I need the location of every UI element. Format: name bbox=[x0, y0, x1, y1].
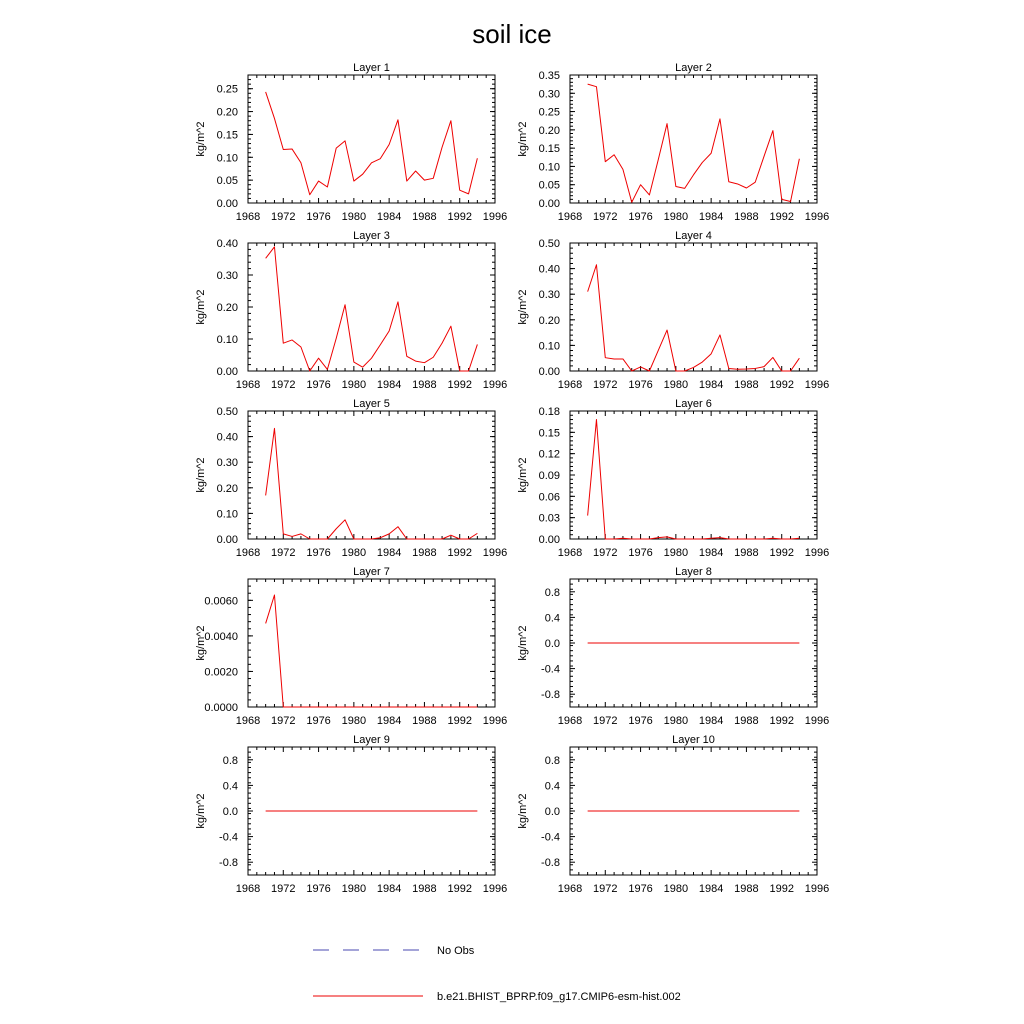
y-tick-label: 0.15 bbox=[216, 129, 238, 142]
y-axis-label: kg/m^2 bbox=[195, 121, 207, 157]
y-tick-label: 0.10 bbox=[538, 161, 560, 174]
y-tick-label: 0.0060 bbox=[204, 595, 238, 608]
x-tick-label: 1972 bbox=[593, 883, 618, 895]
y-tick-label: 0.8 bbox=[222, 754, 238, 767]
plot-frame bbox=[248, 579, 495, 707]
legend bbox=[313, 945, 681, 1003]
x-tick-label: 1992 bbox=[769, 379, 794, 391]
y-tick-label: -0.8 bbox=[541, 857, 560, 870]
legend-model-label: b.e21.BHIST_BPRP.f09_g17.CMIP6-esm-hist.002 bbox=[437, 991, 681, 1003]
x-tick-label: 1984 bbox=[698, 547, 724, 559]
x-tick-label: 1992 bbox=[769, 883, 794, 895]
y-tick-label: 0.40 bbox=[216, 238, 238, 250]
x-tick-label: 1988 bbox=[412, 547, 437, 559]
panel-layer-6 bbox=[517, 398, 829, 559]
y-tick-label: -0.4 bbox=[541, 831, 560, 844]
x-tick-label: 1972 bbox=[593, 715, 618, 727]
x-tick-label: 1984 bbox=[698, 211, 724, 223]
legend-no-obs-label: No Obs bbox=[437, 945, 475, 957]
x-tick-label: 1988 bbox=[734, 883, 759, 895]
x-tick-label: 1972 bbox=[271, 547, 296, 559]
y-tick-label: 0.40 bbox=[538, 263, 560, 276]
x-tick-label: 1984 bbox=[698, 379, 724, 391]
series-line bbox=[588, 265, 800, 371]
x-tick-label: 1976 bbox=[628, 883, 653, 895]
y-tick-label: 0.15 bbox=[538, 143, 560, 156]
x-tick-label: 1968 bbox=[557, 211, 583, 223]
y-tick-label: 0.30 bbox=[538, 88, 560, 101]
x-tick-label: 1976 bbox=[628, 211, 653, 223]
x-tick-label: 1980 bbox=[663, 379, 689, 391]
x-tick-label: 1980 bbox=[663, 715, 689, 727]
panel-title: Layer 4 bbox=[675, 230, 712, 242]
x-tick-label: 1996 bbox=[482, 883, 508, 895]
panel-title: Layer 2 bbox=[675, 62, 712, 74]
x-tick-label: 1992 bbox=[769, 715, 794, 727]
x-tick-label: 1980 bbox=[341, 211, 367, 223]
plot-frame bbox=[248, 243, 495, 371]
y-tick-label: 0.0 bbox=[544, 638, 560, 650]
y-tick-label: 0.20 bbox=[216, 106, 238, 119]
panel-title: Layer 10 bbox=[672, 734, 715, 746]
y-tick-label: 0.20 bbox=[538, 124, 560, 137]
x-tick-label: 1972 bbox=[271, 883, 296, 895]
y-tick-label: 0.00 bbox=[216, 198, 238, 210]
y-axis-label: kg/m^2 bbox=[517, 121, 529, 157]
panel-layer-5 bbox=[195, 398, 507, 559]
x-tick-label: 1972 bbox=[593, 211, 618, 223]
y-tick-label: 0.50 bbox=[538, 238, 560, 250]
y-tick-label: 0.35 bbox=[538, 70, 560, 82]
x-tick-label: 1968 bbox=[235, 547, 261, 559]
figure-title: soil ice bbox=[472, 19, 552, 49]
x-tick-label: 1968 bbox=[235, 379, 261, 391]
x-tick-label: 1996 bbox=[482, 715, 508, 727]
x-tick-label: 1988 bbox=[412, 379, 437, 391]
x-tick-label: 1980 bbox=[341, 883, 367, 895]
x-tick-label: 1996 bbox=[482, 379, 508, 391]
x-tick-label: 1984 bbox=[376, 379, 402, 391]
x-tick-label: 1968 bbox=[235, 715, 261, 727]
x-tick-label: 1980 bbox=[663, 547, 689, 559]
plot-frame bbox=[570, 243, 817, 371]
panel-title: Layer 1 bbox=[353, 62, 390, 74]
y-axis-label: kg/m^2 bbox=[517, 793, 529, 829]
plot-frame bbox=[248, 411, 495, 539]
y-tick-label: 0.00 bbox=[538, 534, 560, 546]
y-tick-label: 0.0020 bbox=[204, 666, 238, 679]
series-line bbox=[266, 595, 478, 707]
y-axis-label: kg/m^2 bbox=[517, 289, 529, 325]
x-tick-label: 1992 bbox=[769, 211, 794, 223]
x-tick-label: 1968 bbox=[235, 883, 261, 895]
panel-layer-10 bbox=[517, 734, 829, 895]
panel-layer-9 bbox=[195, 734, 507, 895]
panel-title: Layer 9 bbox=[353, 734, 390, 746]
x-tick-label: 1992 bbox=[447, 211, 472, 223]
y-tick-label: 0.10 bbox=[216, 334, 238, 346]
y-tick-label: 0.00 bbox=[538, 198, 560, 210]
y-tick-label: 0.4 bbox=[544, 612, 560, 625]
panel-layer-7 bbox=[195, 566, 507, 727]
y-tick-label: 0.05 bbox=[216, 175, 238, 188]
x-tick-label: 1984 bbox=[376, 715, 402, 727]
y-tick-label: 0.00 bbox=[216, 366, 238, 378]
y-tick-label: 0.06 bbox=[538, 491, 560, 504]
x-tick-label: 1968 bbox=[235, 211, 261, 223]
y-tick-label: -0.4 bbox=[541, 663, 560, 676]
x-tick-label: 1996 bbox=[804, 715, 830, 727]
x-tick-label: 1988 bbox=[412, 211, 437, 223]
x-tick-label: 1988 bbox=[734, 547, 759, 559]
panel-title: Layer 5 bbox=[353, 398, 390, 410]
series-line bbox=[266, 247, 478, 371]
series-line bbox=[588, 420, 800, 539]
y-tick-label: 0.20 bbox=[216, 482, 238, 495]
y-tick-label: 0.12 bbox=[538, 448, 560, 461]
y-tick-label: 0.09 bbox=[538, 470, 560, 482]
panel-title: Layer 6 bbox=[675, 398, 712, 410]
panel-title: Layer 3 bbox=[353, 230, 390, 242]
x-tick-label: 1996 bbox=[804, 883, 830, 895]
y-tick-label: 0.4 bbox=[544, 780, 560, 793]
series-line bbox=[588, 84, 800, 202]
x-tick-label: 1972 bbox=[593, 547, 618, 559]
x-tick-label: 1988 bbox=[412, 715, 437, 727]
panel-layer-2 bbox=[517, 62, 829, 223]
y-tick-label: 0.8 bbox=[544, 586, 560, 599]
x-tick-label: 1996 bbox=[804, 379, 830, 391]
y-tick-label: 0.15 bbox=[538, 427, 560, 440]
y-tick-label: 0.00 bbox=[538, 366, 560, 378]
x-tick-label: 1988 bbox=[734, 379, 759, 391]
x-tick-label: 1996 bbox=[482, 547, 508, 559]
y-tick-label: 0.40 bbox=[216, 431, 238, 444]
x-tick-label: 1992 bbox=[447, 379, 472, 391]
y-tick-label: 0.25 bbox=[538, 106, 560, 119]
y-tick-label: -0.8 bbox=[541, 689, 560, 702]
plot-frame bbox=[570, 411, 817, 539]
x-tick-label: 1980 bbox=[341, 715, 367, 727]
x-tick-label: 1976 bbox=[628, 379, 653, 391]
y-tick-label: 0.10 bbox=[216, 152, 238, 165]
x-tick-label: 1972 bbox=[271, 211, 296, 223]
x-tick-label: 1968 bbox=[557, 715, 583, 727]
x-tick-label: 1984 bbox=[376, 883, 402, 895]
x-tick-label: 1992 bbox=[769, 547, 794, 559]
y-axis-label: kg/m^2 bbox=[517, 457, 529, 493]
x-tick-label: 1968 bbox=[557, 379, 583, 391]
y-tick-label: 0.25 bbox=[216, 83, 238, 96]
x-tick-label: 1984 bbox=[698, 883, 724, 895]
y-tick-label: 0.0 bbox=[222, 806, 238, 818]
x-tick-label: 1984 bbox=[698, 715, 724, 727]
panel-title: Layer 8 bbox=[675, 566, 712, 578]
y-tick-label: -0.8 bbox=[219, 857, 238, 870]
y-axis-label: kg/m^2 bbox=[195, 625, 207, 661]
y-tick-label: 0.50 bbox=[216, 406, 238, 418]
x-tick-label: 1976 bbox=[306, 211, 331, 223]
y-axis-label: kg/m^2 bbox=[195, 289, 207, 325]
y-tick-label: 0.30 bbox=[216, 270, 238, 282]
y-tick-label: 0.10 bbox=[538, 340, 560, 353]
y-tick-label: 0.18 bbox=[538, 406, 560, 418]
panel-title: Layer 7 bbox=[353, 566, 390, 578]
y-tick-label: 0.4 bbox=[222, 780, 238, 793]
y-tick-label: 0.8 bbox=[544, 754, 560, 767]
y-axis-label: kg/m^2 bbox=[195, 793, 207, 829]
y-axis-label: kg/m^2 bbox=[195, 457, 207, 493]
x-tick-label: 1996 bbox=[804, 211, 830, 223]
x-tick-label: 1992 bbox=[447, 883, 472, 895]
x-tick-label: 1988 bbox=[412, 883, 437, 895]
x-tick-label: 1976 bbox=[306, 883, 331, 895]
x-tick-label: 1984 bbox=[376, 211, 402, 223]
y-tick-label: 0.0040 bbox=[204, 630, 238, 643]
y-tick-label: -0.4 bbox=[219, 831, 238, 844]
series-line bbox=[266, 92, 478, 195]
x-tick-label: 1972 bbox=[271, 715, 296, 727]
x-tick-label: 1992 bbox=[447, 715, 472, 727]
x-tick-label: 1988 bbox=[734, 715, 759, 727]
x-tick-label: 1968 bbox=[557, 883, 583, 895]
x-tick-label: 1996 bbox=[482, 211, 508, 223]
panel-layer-4 bbox=[517, 230, 829, 391]
panel-layer-1 bbox=[195, 62, 507, 223]
y-axis-label: kg/m^2 bbox=[517, 625, 529, 661]
y-tick-label: 0.03 bbox=[538, 512, 560, 525]
x-tick-label: 1980 bbox=[341, 379, 367, 391]
panel-layer-8 bbox=[517, 566, 829, 727]
x-tick-label: 1996 bbox=[804, 547, 830, 559]
panel-layer-3 bbox=[195, 230, 507, 391]
x-tick-label: 1976 bbox=[306, 715, 331, 727]
series-line bbox=[266, 428, 478, 539]
x-tick-label: 1976 bbox=[628, 715, 653, 727]
y-tick-label: 0.00 bbox=[216, 534, 238, 546]
y-tick-label: 0.05 bbox=[538, 179, 560, 192]
x-tick-label: 1992 bbox=[447, 547, 472, 559]
x-tick-label: 1976 bbox=[628, 547, 653, 559]
x-tick-label: 1972 bbox=[593, 379, 618, 391]
y-tick-label: 0.20 bbox=[216, 302, 238, 314]
x-tick-label: 1972 bbox=[271, 379, 296, 391]
x-tick-label: 1980 bbox=[663, 211, 689, 223]
x-tick-label: 1984 bbox=[376, 547, 402, 559]
plot-frame bbox=[248, 75, 495, 203]
x-tick-label: 1980 bbox=[341, 547, 367, 559]
y-tick-label: 0.30 bbox=[538, 289, 560, 302]
panel-grid bbox=[195, 62, 829, 895]
y-tick-label: 0.10 bbox=[216, 508, 238, 521]
x-tick-label: 1980 bbox=[663, 883, 689, 895]
y-tick-label: 0.0000 bbox=[204, 702, 238, 714]
y-tick-label: 0.30 bbox=[216, 457, 238, 470]
y-tick-label: 0.0 bbox=[544, 806, 560, 818]
x-tick-label: 1976 bbox=[306, 547, 331, 559]
y-tick-label: 0.20 bbox=[538, 314, 560, 327]
x-tick-label: 1968 bbox=[557, 547, 583, 559]
x-tick-label: 1988 bbox=[734, 211, 759, 223]
x-tick-label: 1976 bbox=[306, 379, 331, 391]
